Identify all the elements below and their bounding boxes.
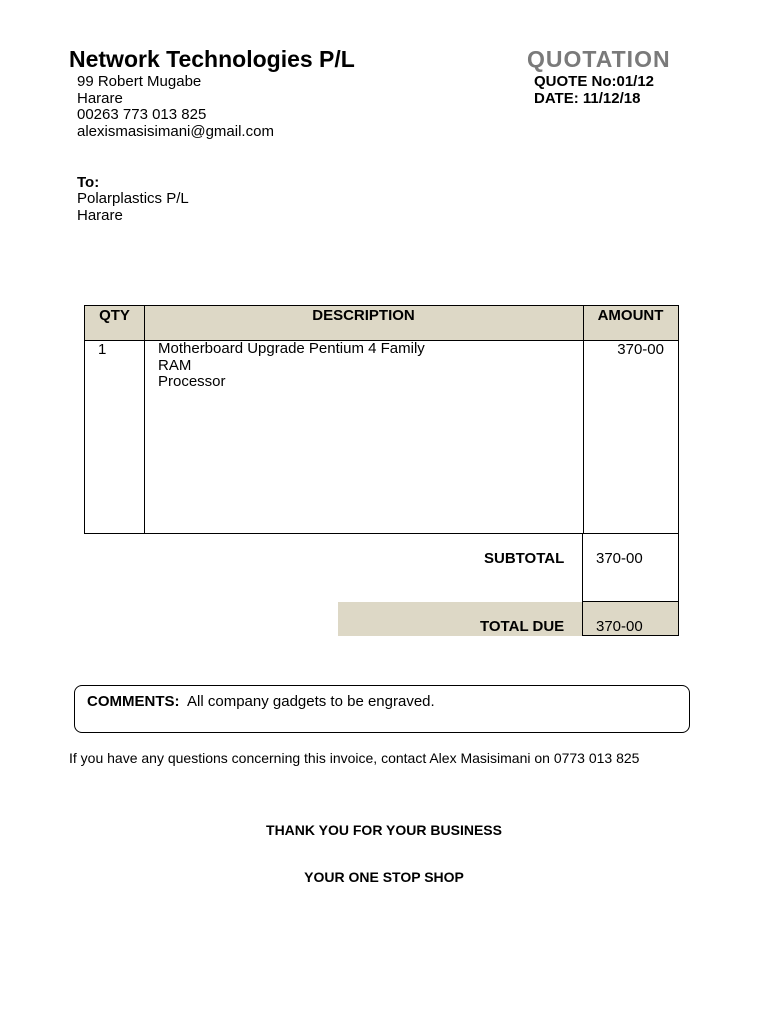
totals-divider <box>582 601 679 602</box>
address-line-phone: 00263 773 013 825 <box>77 106 207 124</box>
slogan: YOUR ONE STOP SHOP <box>304 869 464 885</box>
total-due-value: 370-00 <box>596 618 643 635</box>
description-line: Motherboard Upgrade Pentium 4 Family <box>158 340 425 357</box>
comments-label: COMMENTS: <box>87 693 180 710</box>
recipient-address <box>77 191 189 224</box>
quote-number: QUOTE No:01/12 <box>534 73 655 90</box>
row-description <box>158 341 425 391</box>
row-qty: 1 <box>98 341 107 358</box>
document-type-title: QUOTATION <box>527 46 671 72</box>
total-due-label: TOTAL DUE <box>480 618 565 635</box>
quote-meta <box>534 74 654 107</box>
header-qty: QTY <box>99 307 130 324</box>
quote-date: DATE: 11/12/18 <box>534 89 641 107</box>
subtotal-value: 370-00 <box>596 550 643 567</box>
description-line: RAM <box>158 356 192 374</box>
recipient-name: Polarplastics P/L <box>77 190 189 207</box>
row-amount: 370-00 <box>617 341 664 358</box>
subtotal-label: SUBTOTAL <box>484 550 565 567</box>
recipient-city: Harare <box>77 206 123 224</box>
comments-content <box>87 693 435 710</box>
company-address <box>77 74 274 141</box>
thank-you-line: THANK YOU FOR YOUR BUSINESS <box>266 822 502 838</box>
comments-box <box>74 685 690 733</box>
items-table <box>84 305 679 534</box>
recipient-label: To: <box>77 174 100 191</box>
contact-note: If you have any questions concerning this invoice, contact Alex Masisimani on 0773 013 825 <box>69 750 640 766</box>
company-name: Network Technologies P/L <box>69 46 355 72</box>
header-amount: AMOUNT <box>597 307 664 324</box>
address-line-city: Harare <box>77 89 123 107</box>
address-line-email: alexismasisimani@gmail.com <box>77 123 274 141</box>
header-description: DESCRIPTION <box>312 307 415 324</box>
comments-text: All company gadgets to be engraved. <box>187 693 435 710</box>
description-line: Processor <box>158 373 226 391</box>
address-line-street: 99 Robert Mugabe <box>77 73 202 90</box>
